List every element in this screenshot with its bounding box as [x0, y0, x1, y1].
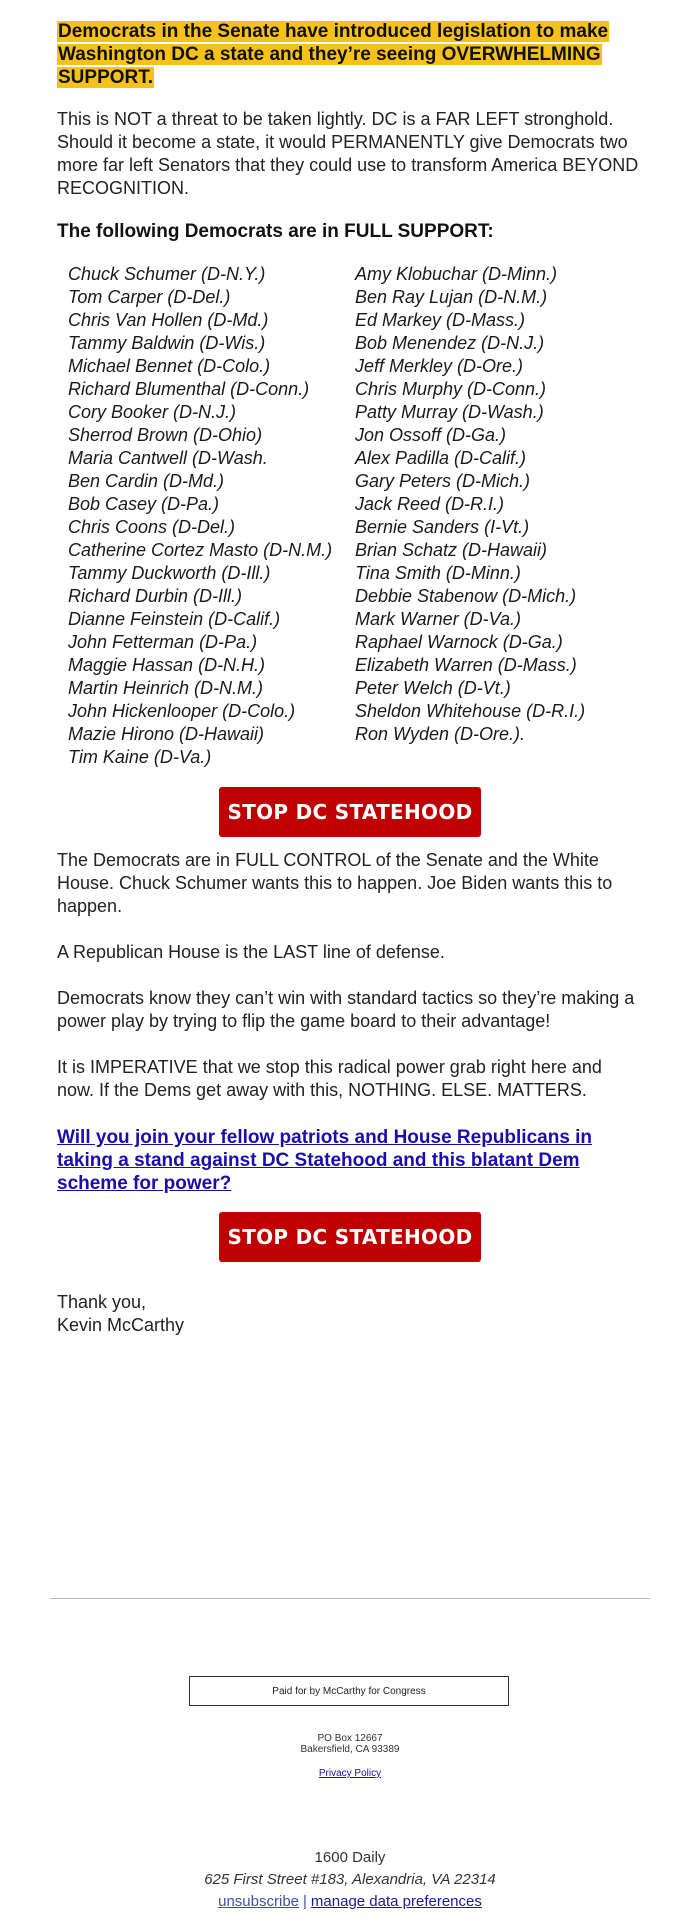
intro-paragraph: This is NOT a threat to be taken lightly. DC is a FAR LEFT stronghold. Should it become a state, it would PERMANENTLY give Democrats two more far left Senators that they could use to transform America BEYOND RECOGNITION.	[57, 109, 639, 198]
senator-list-item: Tom Carper (D-Del.)	[68, 287, 231, 307]
supporters-column-left	[68, 263, 355, 769]
supporters-heading: The following Democrats are in FULL SUPPORT:	[57, 221, 494, 242]
supporters-list	[57, 263, 643, 769]
senator-list-item: Bernie Sanders (I-Vt.)	[355, 517, 530, 537]
call-to-action-link-paragraph	[57, 1126, 643, 1195]
headline	[57, 20, 643, 89]
senator-list-item: Debbie Stabenow (D-Mich.)	[355, 586, 577, 606]
senator-list-item: Chris Murphy (D-Conn.)	[355, 379, 547, 399]
senator-list-item: Brian Schatz (D-Hawaii)	[355, 540, 548, 560]
senator-list-item: Richard Blumenthal (D-Conn.)	[68, 379, 310, 399]
join-patriots-link[interactable]: Will you join your fellow patriots and House Republicans in taking a stand against DC Statehood and this blatant Dem scheme for power?	[57, 1127, 593, 1194]
senator-list-item: Amy Klobuchar (D-Minn.)	[355, 264, 558, 284]
privacy-policy-link[interactable]: Privacy Policy	[318, 1768, 382, 1779]
defense-paragraph: A Republican House is the LAST line of defense.	[57, 942, 445, 962]
senator-list-item: Ben Ray Lujan (D-N.M.)	[355, 287, 548, 307]
senator-list-item: Ron Wyden (D-Ore.).	[355, 724, 526, 744]
senator-list-item: Bob Casey (D-Pa.)	[68, 494, 220, 514]
tactics-paragraph: Democrats know they can’t win with standard tactics so they’re making a power play by trying to flip the game board to their advantage!	[57, 988, 635, 1031]
senator-list-item: Catherine Cortez Masto (D-N.M.)	[68, 540, 333, 560]
senator-list-item: Ed Markey (D-Mass.)	[355, 310, 526, 330]
footer-divider	[50, 1598, 650, 1599]
senator-list-item: Chris Van Hollen (D-Md.)	[68, 310, 269, 330]
senator-list-item: Tim Kaine (D-Va.)	[68, 747, 212, 767]
senator-list-item: John Hickenlooper (D-Colo.)	[68, 701, 296, 721]
senator-list-item: Maggie Hassan (D-N.H.)	[68, 655, 266, 675]
control-paragraph: The Democrats are in FULL CONTROL of the Senate and the White House. Chuck Schumer wants this to happen. Joe Biden wants this to happen.	[57, 850, 613, 916]
senator-list-item: Raphael Warnock (D-Ga.)	[355, 632, 563, 652]
footer-links	[0, 1891, 700, 1913]
senator-list-item: Dianne Feinstein (D-Calif.)	[68, 609, 281, 629]
unsubscribe-link[interactable]: unsubscribe	[218, 1893, 300, 1910]
senator-list-item: Tammy Baldwin (D-Wis.)	[68, 333, 266, 353]
senator-list-item: Peter Welch (D-Vt.)	[355, 678, 511, 698]
manage-data-preferences-link[interactable]: manage data preferences	[310, 1893, 482, 1910]
city-state-zip: Bakersfield, CA 93389	[300, 1744, 400, 1755]
link-separator: |	[303, 1893, 307, 1910]
paid-for-disclaimer: Paid for by McCarthy for Congress	[189, 1676, 509, 1706]
senator-list-item: Sherrod Brown (D-Ohio)	[68, 425, 263, 445]
headline-highlight: Democrats in the Senate have introduced legislation to make Washington DC a state and they’re seeing OVERWHELMING SUPPORT.	[58, 21, 609, 88]
senator-list-item: Tina Smith (D-Minn.)	[355, 563, 521, 583]
imperative-paragraph: It is IMPERATIVE that we stop this radical power grab right here and now. If the Dems get away with this, NOTHING. ELSE. MATTERS.	[57, 1057, 602, 1100]
supporters-column-right	[355, 263, 643, 769]
senator-list-item: Tammy Duckworth (D-Ill.)	[68, 563, 271, 583]
sender-footer	[0, 1847, 700, 1913]
privacy-policy-row	[0, 1768, 700, 1779]
senator-list-item: Maria Cantwell (D-Wash.	[68, 448, 268, 468]
stop-dc-statehood-button-bottom[interactable]: STOP DC STATEHOOD	[219, 1212, 481, 1262]
signoff: Thank you,	[57, 1292, 147, 1312]
cta-container-top	[57, 787, 643, 837]
po-box: PO Box 12667	[317, 1733, 383, 1744]
sender-address: 625 First Street #183, Alexandria, VA 22314	[204, 1871, 496, 1888]
senator-list-item: John Fetterman (D-Pa.)	[68, 632, 258, 652]
senator-list-item: Cory Booker (D-N.J.)	[68, 402, 237, 422]
senator-list-item: Sheldon Whitehouse (D-R.I.)	[355, 701, 586, 721]
senator-list-item: Mark Warner (D-Va.)	[355, 609, 522, 629]
senator-list-item: Elizabeth Warren (D-Mass.)	[355, 655, 577, 675]
senator-list-item: Jack Reed (D-R.I.)	[355, 494, 505, 514]
senator-list-item: Jeff Merkley (D-Ore.)	[355, 356, 524, 376]
senator-list-item: Ben Cardin (D-Md.)	[68, 471, 225, 491]
mailing-address	[0, 1733, 700, 1755]
senator-list-item: Jon Ossoff (D-Ga.)	[355, 425, 507, 445]
sender-name: 1600 Daily	[314, 1849, 386, 1866]
senator-list-item: Patty Murray (D-Wash.)	[355, 402, 544, 422]
senator-list-item: Michael Bennet (D-Colo.)	[68, 356, 271, 376]
stop-dc-statehood-button[interactable]: STOP DC STATEHOOD	[219, 787, 481, 837]
senator-list-item: Gary Peters (D-Mich.)	[355, 471, 531, 491]
senator-list-item: Alex Padilla (D-Calif.)	[355, 448, 527, 468]
senator-list-item: Martin Heinrich (D-N.M.)	[68, 678, 264, 698]
cta-container-bottom	[57, 1212, 643, 1262]
signature: Kevin McCarthy	[57, 1315, 185, 1335]
senator-list-item: Richard Durbin (D-Ill.)	[68, 586, 243, 606]
senator-list-item: Chris Coons (D-Del.)	[68, 517, 236, 537]
senator-list-item: Bob Menendez (D-N.J.)	[355, 333, 545, 353]
senator-list-item: Mazie Hirono (D-Hawaii)	[68, 724, 265, 744]
senator-list-item: Chuck Schumer (D-N.Y.)	[68, 264, 266, 284]
email-body	[57, 20, 643, 1337]
